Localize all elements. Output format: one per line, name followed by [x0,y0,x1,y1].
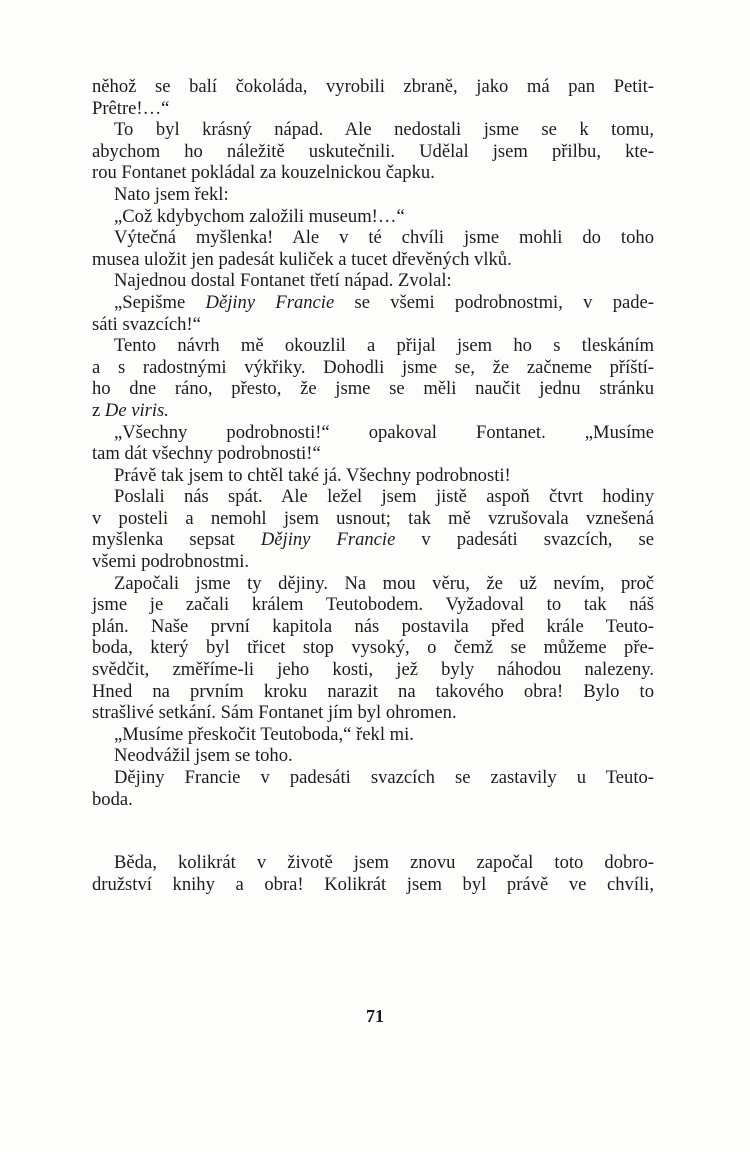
text-line: ho dne ráno, přesto, že jsme se měli naučit jednu stránku [92,378,654,400]
page-body [92,76,654,895]
text-line: rou Fontanet pokládal za kouzelnickou čapku. [92,162,435,184]
text-line: boda, který byl třicet stop vysoký, o čemž se můžeme pře- [92,637,654,659]
text-line: Započali jsme ty dějiny. Na mou věru, že už nevím, proč [114,572,654,594]
text-line: „Musíme přeskočit Teutoboda,“ řekl mi. [114,723,414,745]
text-line: a s radostnými výkřiky. Dohodli jsme se, že začneme příští- [92,356,654,378]
text-line: v posteli a nemohl jsem usnout; tak mě vzrušovala vznešená [92,507,654,529]
text-line: jsme je začali králem Teutobodem. Vyžadoval to tak náš [92,594,654,616]
text-line: Neodvážil jsem se toho. [114,745,293,767]
text-run: v padesáti svazcích, se [395,529,654,551]
text-line: Tento návrh mě okouzlil a přijal jsem ho s tleskáním [114,335,654,357]
text-run: se všemi podrobnostmi, v pade- [334,291,654,313]
text-run: myšlenka sepsat [92,529,261,551]
text-line: družství knihy a obra! Kolikrát jsem byl právě ve chvíli, [92,873,654,895]
text-line: Poslali nás spát. Ale ležel jsem jistě aspoň čtvrt hodiny [114,486,654,508]
italic-title: Dějiny Francie [260,529,396,551]
text-line: něhož se balí čokoláda, vyrobili zbraně, jako má pan Petit- [92,76,654,97]
text-run: „Sepišme [114,291,206,313]
text-line: „Všechny podrobnosti!“ opakoval Fontanet. „Musíme [114,421,654,443]
italic-title: Dějiny Francie [205,291,335,313]
text-line: Prêtre!…“ [92,97,170,119]
italic-title: De viris. [104,399,169,421]
text-line: „Což kdybychom založili museum!…“ [114,205,405,227]
text-run: z [92,399,105,421]
text-line: sáti svazcích!“ [92,313,201,335]
text-line: Najednou dostal Fontanet třetí nápad. Zvolal: [114,270,452,292]
text-line [92,400,654,422]
section-gap [92,810,654,852]
text-line: plán. Naše první kapitola nás postavila před krále Teuto- [92,615,654,637]
text-line: musea uložit jen padesát kuliček a tucet dřevěných vlků. [92,248,512,270]
text-line: boda. [92,788,133,810]
text-line [92,292,654,314]
page-number: 71 [366,1006,384,1026]
text-line: Dějiny Francie v padesáti svazcích se zastavily u Teuto- [114,767,654,788]
text-line [92,529,654,551]
text-line: abychom ho náležitě uskutečnili. Udělal jsem přilbu, kte- [92,140,654,162]
text-line: Nato jsem řekl: [114,183,229,205]
text-line: Běda, kolikrát v životě jsem znovu započal toto dobro- [114,852,654,874]
text-line: všemi podrobnostmi. [92,551,250,573]
text-line: Právě tak jsem to chtěl také já. Všechny podrobnosti! [114,464,511,486]
text-line: To byl krásný nápad. Ale nedostali jsme se k tomu, [114,119,654,141]
text-line: strašlivé setkání. Sám Fontanet jím byl ohromen. [92,702,457,724]
text-line: svědčit, změříme-li jeho kosti, jež byly náhodou nalezeny. [92,659,654,681]
text-line: Hned na prvním kroku narazit na takového obra! Bylo to [92,680,654,702]
text-line: tam dát všechny podrobnosti!“ [92,443,321,465]
text-line: Výtečná myšlenka! Ale v té chvíli jsme mohli do toho [114,227,654,249]
